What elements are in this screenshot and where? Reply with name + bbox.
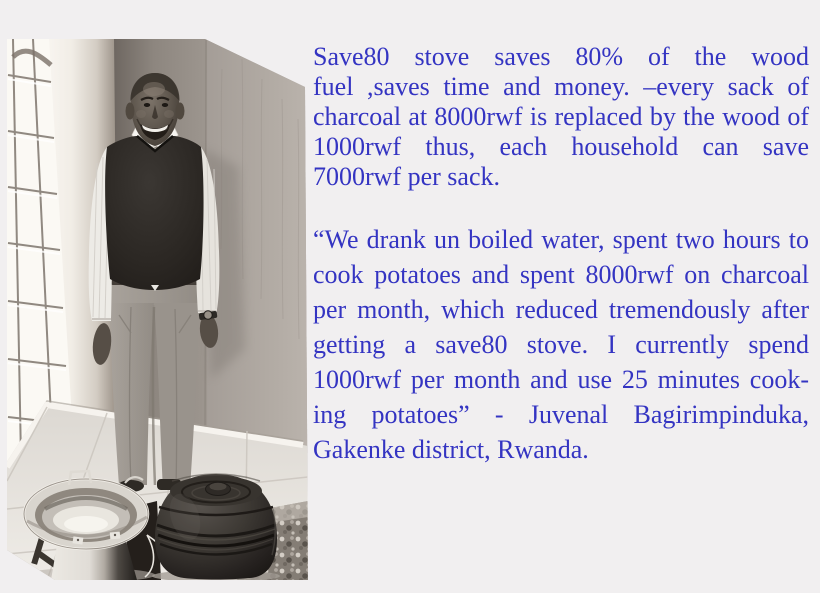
quote-line: cook potatoes and spent 8000rwf on charcoal — [313, 260, 809, 289]
paragraph-savings — [313, 42, 809, 192]
storage-pot — [152, 474, 280, 580]
quote-line: 1000rwf thus, each household can save — [313, 132, 809, 161]
quote-text — [313, 42, 809, 467]
paragraph-testimonial — [313, 222, 809, 467]
quote-line: Save80 stove saves 80% of the wood — [313, 42, 809, 71]
quote-line: “We drank un boiled water, spent two hours to — [313, 225, 809, 254]
quote-line: per month, which reduced tremendously after — [313, 295, 809, 324]
quote-line: getting a save80 stove. I currently spend — [313, 330, 809, 359]
quote-line: ing potatoes” - Juvenal Bagirimpinduka, — [313, 400, 809, 429]
quote-line: 7000rwf per sack. — [313, 162, 500, 191]
quote-line: charcoal at 8000rwf is replaced by the wood of — [313, 102, 809, 131]
quote-line: Gakenke district, Rwanda. — [313, 435, 589, 464]
photo-man-with-stoves — [7, 39, 308, 580]
quote-line: fuel ,saves time and money. –every sack of — [313, 72, 809, 101]
quote-line: 1000rwf per month and use 25 minutes cook- — [313, 365, 809, 394]
